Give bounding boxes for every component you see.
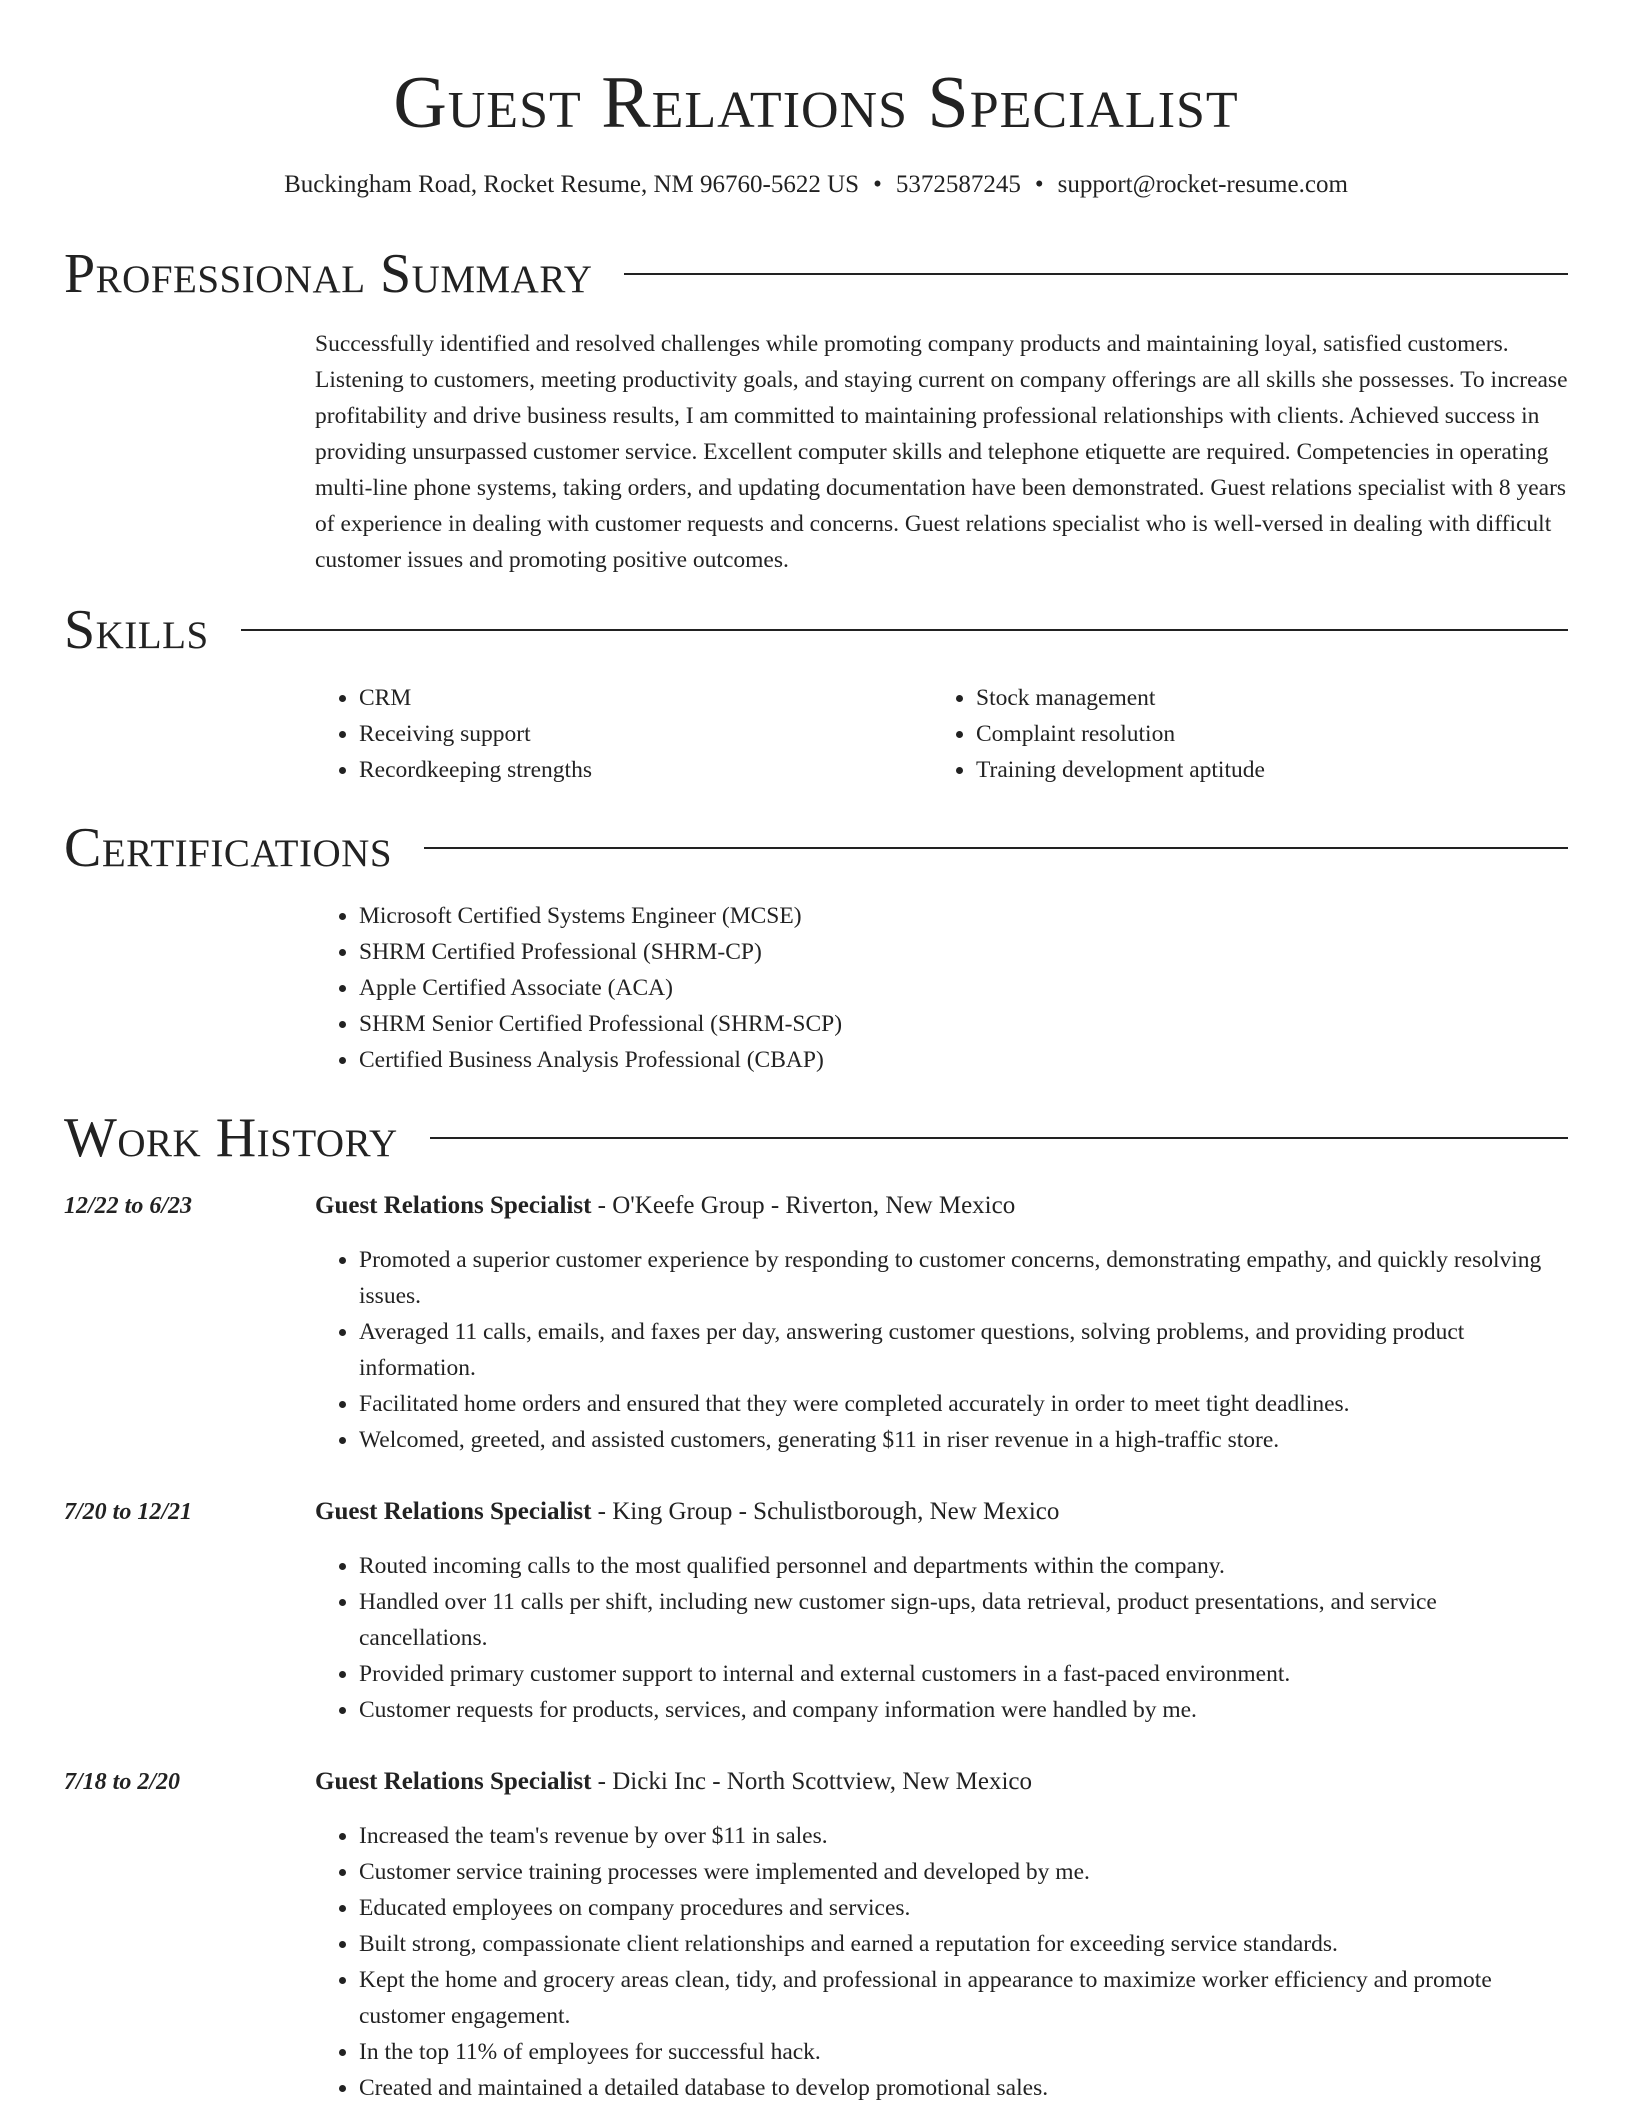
certification-item: • Microsoft Certified Systems Engineer (MCSE) [359,898,1568,934]
contact-separator: • [873,171,882,198]
job-bullet: • Customer service training processes were implemented and developed by me. [359,1854,1568,1890]
certifications-section-header [64,816,1568,880]
summary-text: Successfully identified and resolved challenges while promoting company products and maintaining loyal, satisfied customers. Listening to customers, meeting productivity goals, and staying current on company offerings are all skills she possesses. To increase profitability and drive business results, I am committed to maintaining professional relationships with clients. Achieved success in providing unsurpassed customer service. Excellent computer skills and telephone etiquette are required. Competencies in operating multi-line phone systems, taking orders, and updating documentation have been demonstrated. Guest relations specialist with 8 years of experience in dealing with customer requests and concerns. Guest relations specialist who is well-versed in dealing with difficult customer issues and promoting positive outcomes. [315,331,1568,573]
skill-item: • CRM [359,680,932,716]
skill-item: • Complaint resolution [976,716,1549,752]
job-bullet: • Routed incoming calls to the most qualified personnel and departments within the company. [359,1548,1568,1584]
skill-item: • Recordkeeping strengths [359,752,932,788]
job-bullet: • Customer requests for products, services, and company information were handled by me. [359,1692,1568,1728]
job-bullet: • Promoted a superior customer experience by responding to customer concerns, demonstrating empathy, and quickly resolving issues. [359,1242,1568,1314]
job-bullet: • Built strong, compassionate client relationships and earned a reputation for exceeding service standards. [359,1926,1568,1962]
section-divider [241,629,1568,631]
summary-heading: Professional Summary [64,243,593,305]
contact-email[interactable]: support@rocket-resume.com [1057,171,1348,198]
job-title-line [315,1188,1568,1224]
contact-line [64,170,1568,200]
job-bullet: • In the top 11% of employees for successful hack. [359,2034,1568,2070]
work-heading: Work History [64,1107,398,1169]
job-bullet: • Educated employees on company procedures and services. [359,1890,1568,1926]
job-bullet: • Provided primary customer support to internal and external customers in a fast-paced environment. [359,1656,1568,1692]
job-title-line [315,1764,1568,1800]
certification-item: • Apple Certified Associate (ACA) [359,970,1568,1006]
job-bullets [315,1242,1568,1458]
job-details [315,1764,1568,2106]
summary-section-header [64,242,1568,306]
job-title: Guest Relations Specialist [315,1192,592,1219]
work-section-header [64,1106,1568,1170]
skills-column-right [932,680,1549,788]
job-bullets [315,1548,1568,1728]
job-bullet: • Increased the team's revenue by over $11 in sales. [359,1818,1568,1854]
job-company-location: - O'Keefe Group - Riverton, New Mexico [591,1192,1016,1219]
resume-page [64,0,1568,2106]
certification-item: • SHRM Senior Certified Professional (SHRM-SCP) [359,1006,1568,1042]
job-title: Guest Relations Specialist [315,1768,592,1795]
certifications-list [315,898,1568,1078]
job-bullets [315,1818,1568,2106]
section-divider [624,273,1568,275]
job-entry [64,1188,1568,1458]
skill-item: • Training development aptitude [976,752,1549,788]
contact-separator: • [1034,171,1044,198]
job-bullet: • Facilitated home orders and ensured that they were completed accurately in order to meet tight deadlines. [359,1386,1568,1422]
skills-column-left [315,680,932,788]
job-bullet: • Handled over 11 calls per shift, including new customer sign-ups, data retrieval, product presentations, and service cancellations. [359,1584,1568,1656]
certifications-heading: Certifications [64,817,393,879]
certification-item: • SHRM Certified Professional (SHRM-CP) [359,934,1568,970]
job-company-location: - King Group - Schulistborough, New Mexico [591,1498,1060,1525]
job-bullet: • Welcomed, greeted, and assisted customers, generating $11 in riser revenue in a high-traffic store. [359,1422,1568,1458]
skills-list [315,680,1568,788]
job-dates: 7/18 to 2/20 [64,1769,181,1795]
job-entry [64,1494,1568,1728]
section-divider [424,847,1568,849]
job-dates: 12/22 to 6/23 [64,1193,193,1219]
skill-item: • Stock management [976,680,1549,716]
skills-heading: Skills [64,599,209,661]
contact-phone: 5372587245 [895,171,1021,198]
job-bullet: • Kept the home and grocery areas clean, tidy, and professional in appearance to maximize worker efficiency and promote customer engagement. [359,1962,1568,2034]
contact-address: Buckingham Road, Rocket Resume, NM 96760-5622 US [284,171,860,198]
section-divider [430,1137,1568,1139]
job-bullet: • Created and maintained a detailed database to develop promotional sales. [359,2070,1568,2106]
job-title-line [315,1494,1568,1530]
job-company-location: - Dicki Inc - North Scottview, New Mexico [591,1768,1033,1795]
skill-item: • Receiving support [359,716,932,752]
certification-item: • Certified Business Analysis Professional (CBAP) [359,1042,1568,1078]
job-title: Guest Relations Specialist [315,1498,592,1525]
job-details [315,1494,1568,1728]
candidate-name: Guest Relations Specialist [393,62,1239,144]
job-entry [64,1764,1568,2106]
job-details [315,1188,1568,1458]
job-dates: 7/20 to 12/21 [64,1499,193,1525]
job-bullet: • Averaged 11 calls, emails, and faxes per day, answering customer questions, solving problems, and providing product information. [359,1314,1568,1386]
skills-section-header [64,598,1568,662]
